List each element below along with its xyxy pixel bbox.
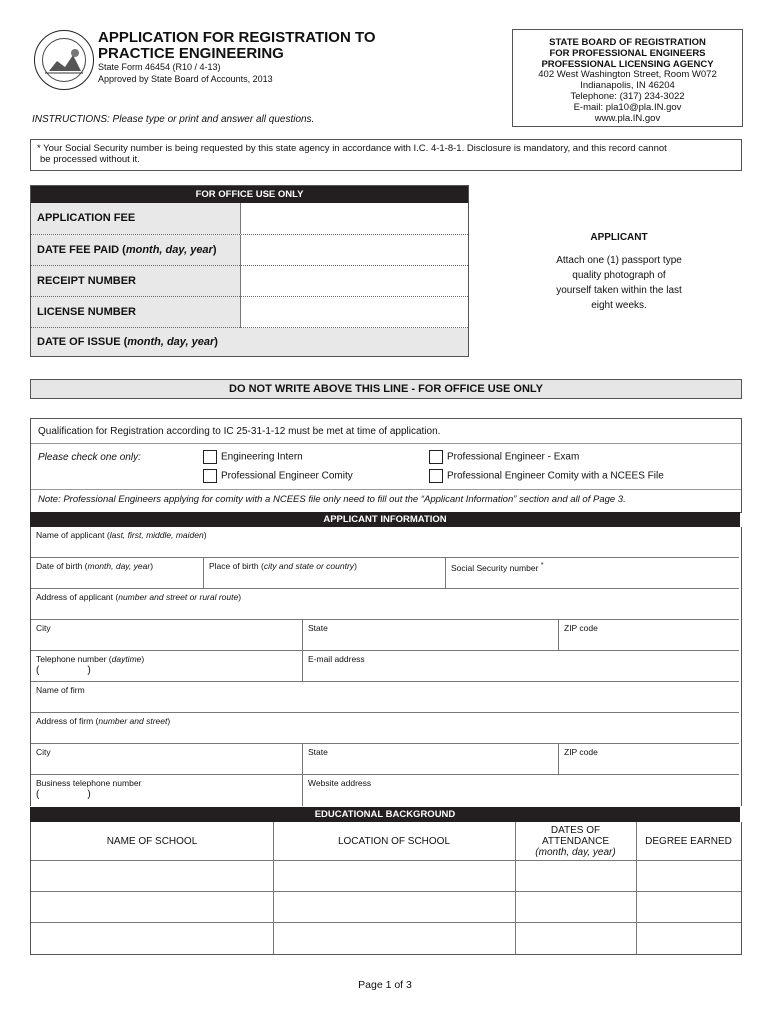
education-row[interactable] [31, 922, 741, 954]
email-field[interactable]: E-mail address [303, 651, 739, 682]
website-field[interactable]: Website address [308, 778, 372, 788]
seal-icon [35, 31, 93, 89]
do-not-write-banner: DO NOT WRITE ABOVE THIS LINE - FOR OFFICE USE ONLY [30, 379, 742, 399]
city-field[interactable]: City [31, 620, 303, 651]
agency-box: STATE BOARD OF REGISTRATION FOR PROFESSIONAL ENGINEERS PROFESSIONAL LICENSING AGENCY 402 West Washington Street, Room W072 Indianapolis, IN 46204 Telephone: (317) 234-3022 E-mail: pla10@pla.IN.gov www.pla.IN.gov [512, 29, 743, 127]
firm-zip-field[interactable]: ZIP code [559, 744, 739, 775]
checkbox[interactable] [429, 469, 443, 483]
office-row-receipt: RECEIPT NUMBER [31, 265, 468, 297]
applicant-info-heading: APPLICANT INFORMATION [30, 512, 740, 527]
state-field[interactable]: State [303, 620, 559, 651]
checkbox[interactable] [203, 450, 217, 464]
dob-field[interactable]: Date of birth (month, day, year) [31, 558, 204, 589]
checkbox[interactable] [429, 450, 443, 464]
option-engineering-intern[interactable]: Engineering Intern [203, 450, 303, 464]
option-pe-exam[interactable]: Professional Engineer - Exam [429, 450, 579, 464]
ssn-field[interactable]: Social Security number * [446, 558, 739, 589]
applicant-info-grid [30, 527, 742, 806]
license-field[interactable] [242, 297, 468, 328]
office-row-license: LICENSE NUMBER [31, 296, 468, 328]
ncees-note: Note: Professional Engineers applying for comity with a NCEES file only need to fill out the “Applicant Information” section and all of Page 3. [38, 494, 626, 505]
education-row[interactable] [31, 860, 741, 892]
check-one-label: Please check one only: [38, 452, 141, 463]
office-use-box [30, 185, 469, 357]
form-number: State Form 46454 (R10 / 4-13) [98, 62, 221, 72]
office-row-date-paid: DATE FEE PAID (month, day, year) [31, 234, 468, 266]
receipt-field[interactable] [242, 266, 468, 297]
instructions: INSTRUCTIONS: Please type or print and answer all questions. [32, 114, 315, 125]
qualification-text: Qualification for Registration according to IC 25-31-1-12 must be met at time of application. [38, 426, 441, 437]
ssn-notice: * Your Social Security number is being requested by this state agency in accordance with I.C. 4-1-8-1. Disclosure is mandatory, and this record cannot be processed without it. [30, 139, 742, 171]
approval-note: Approved by State Board of Accounts, 2013 [98, 74, 273, 84]
telephone-field[interactable]: Telephone number (daytime) ( ) [31, 651, 303, 682]
applicant-name-field[interactable]: Name of applicant (last, first, middle, maiden) [31, 527, 739, 558]
office-row-fee: APPLICATION FEE [31, 203, 468, 234]
applicant-address-field[interactable]: Address of applicant (number and street or rural route) [31, 589, 739, 620]
firm-state-field[interactable]: State [303, 744, 559, 775]
col-school-name: NAME OF SCHOOL [106, 835, 198, 847]
pob-field[interactable]: Place of birth (city and state or country) [204, 558, 446, 589]
education-table [30, 822, 742, 955]
col-degree: DEGREE EARNED [645, 835, 732, 847]
firm-name-field[interactable]: Name of firm [31, 682, 739, 713]
page-number: Page 1 of 3 [358, 979, 412, 991]
photo-instructions: APPLICANT Attach one (1) passport type quality photograph of yourself taken within the last eight weeks. [556, 232, 682, 311]
checkbox[interactable] [203, 469, 217, 483]
qualification-box [30, 418, 742, 513]
office-row-issue: DATE OF ISSUE (month, day, year) [31, 327, 468, 356]
zip-field[interactable]: ZIP code [559, 620, 739, 651]
office-use-heading: FOR OFFICE USE ONLY [31, 186, 468, 203]
col-dates: DATES OF ATTENDANCE (month, day, year) [535, 824, 616, 858]
col-school-location: LOCATION OF SCHOOL [337, 835, 451, 847]
education-row[interactable] [31, 891, 741, 923]
firm-city-field[interactable]: City [31, 744, 303, 775]
option-pe-comity-ncees[interactable]: Professional Engineer Comity with a NCEES File [429, 469, 664, 483]
firm-address-field[interactable]: Address of firm (number and street) [31, 713, 739, 744]
business-phone-field[interactable]: Business telephone number ( ) [31, 775, 303, 806]
option-pe-comity[interactable]: Professional Engineer Comity [203, 469, 353, 483]
state-seal [34, 30, 94, 90]
education-heading: EDUCATIONAL BACKGROUND [30, 807, 740, 822]
fee-field[interactable] [242, 203, 468, 234]
date-paid-field[interactable] [242, 235, 468, 266]
form-title: APPLICATION FOR REGISTRATION TO PRACTICE ENGINEERING [98, 29, 376, 62]
